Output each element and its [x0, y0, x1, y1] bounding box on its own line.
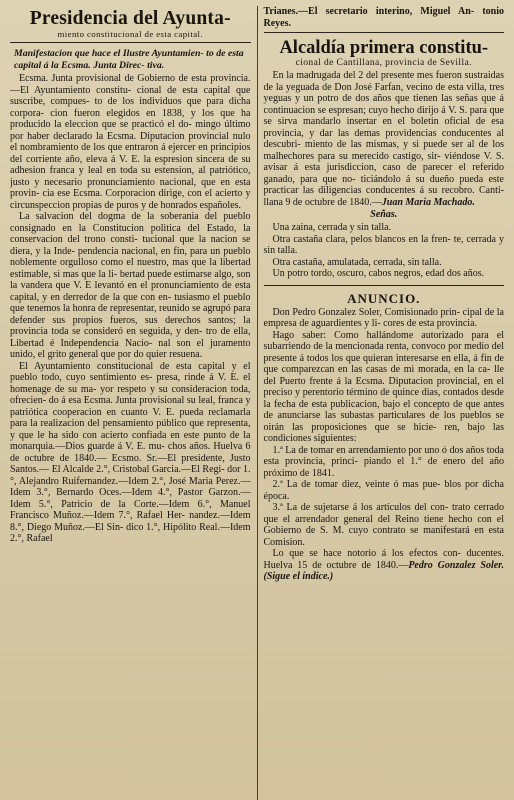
anuncio-condition: 1.ª La de tomar en arrendamiento por uno ó dos años toda esta provincia, princi- piando el 1.° de enero del año próximo de 1841.	[263, 444, 504, 479]
anuncio-condition: 2.ª La de tomar diez, veinte ó mas pue- blos por dicha época.	[263, 479, 504, 502]
divider	[10, 42, 251, 43]
manifesto-paragraph-2: La salvacion del dogma de la soberania del pueblo consignado en la Constitucion politica del Estado, la conservacion del trono consti- tucional que la nacion se diera, y la Inde- pendencia nacional, en fin, para un pueblo noblemente orgulloso como el nuestro, mas que la libertad estimable, si mas que la li- bertad puede estimarse algo, son la vandera que V. E levantó en el pronunciamiento de esta capital, y en derredor de la que con en- tusiasmo el pueblo que tenemos la honra de representar, reunido se agrupó para defender sus propios fueros, sus derechos santos; la provincia toda se consideró en seguida, y den- tro de ella, Libertad é Independencia Nacio- nal son el juramento unido, el grito general que por do quier resuena.	[10, 211, 251, 360]
closing-text: Lo que se hace notorio á los efectos con- ducentes. Huelva 15 de octubre de 1840.—	[263, 548, 504, 571]
anuncio-paragraph: Hago saber: Como hallándome autorizado para el subarriendo de la mencionada renta, convoco por medio del presente á todos los que quieran interesarse en ella, á fin de que comparezcan en las casas de mi morada, en la ca- lle del Puerto frente á la Ecsma. Diputacion provincial, en el preciso y perentorio término de quince dias, contados desde la fecha de esta publicacion, bajo el concepto de que antes de anunciarse las subastas particulares de los pueblos se oirán las proposiciones que se hicie- ren, bajo las condiciones siguientes:	[263, 329, 504, 444]
alcaldia-subtitle: cional de Cantillana, provincia de Sevilla.	[295, 58, 472, 68]
manifesto-paragraph-1: Ecsma. Junta provisional de Gobierno de esta provincia.—El Ayuntamiento constitu- cional de esta capital que suscribe, compues- to de los individuos que para dicha corpora- cion fueron elegidos en 1838, y los que ha producido la eleccion que se practicó el do- mingo último por haber declarado la Ecsma. Diputacion provincial nulo el nombramiento de los que entraron á ejercer en principios del corriente año, eleva á V. E. la espresion sincera de su adhesion franca y leal en toda su estension, al patriótico, justo y necesario pronunciamiento nacional, que en esta provin- cia ese Ecsma. Corporacion dirige, con el acierto y circunspeccion propias de puros y de honrados españoles.	[10, 73, 251, 211]
manifesto-paragraph-3: El Ayuntamiento constitucional de esta capital y el pueblo todo, cuyo sentimiento es- presa, rinde á V. E. el homenage de su ma- yor respeto y su consideracion toda, ofrecien- do á esa Ecsma. Junta provisional su leal, franca y patriótica cooperacion en cuanto V. E. pueda reclamarla para la realizacion del pensamiento público que representa, y que le ha sido con acierto confiada en este punto de la monarquia.—Dios guarde á V. E. mu- chos años. Huelva 6 de octubre de 1840.— Ecsmo. Sr.—El presidente, Justo Santos.— El Alcalde 2.°, Cristobal Garcia.—El Regi- dor 1.°, Alejandro Ruifernandez.—Idem 2.°, José Maria Perez.—Idem 3.°, Bernardo Oces.—Idem 4.°, Pastor Garzon.—Idem 5.°, Patricio de la Corte.—Idem 6.°, Manuel Francisco Muñoz.—Idem 7.°, Rafael Her- nandez.—Idem 8.°, Diego Muñoz.—El Sin- dico 1.°, Hipólito Real.—Idem 2.°, Rafael	[10, 360, 251, 544]
senas-item: Otra castaña clara, pelos blancos en la fren- te, cerrada y sin talla.	[263, 233, 504, 256]
anuncio-title: ANUNCIO.	[347, 290, 421, 306]
senas-item: Otra castaña, amulatada, cerrada, sin talla.	[272, 256, 442, 268]
anuncio-intro: Don Pedro Gonzalez Soler, Comisionado prin- cipal de la empresa de aguardientes y li- cores de esta provincia.	[263, 306, 504, 329]
presidencia-title: Presidencia del Ayunta-	[29, 8, 231, 29]
left-column	[10, 6, 257, 800]
presidencia-subtitle: miento constitucional de esta capital.	[57, 29, 203, 39]
manifesto-heading: Manifestacion que hace el Ilustre Ayuntamien- to de esta capital á la Ecsma. Junta Direc- tiva.	[14, 48, 244, 71]
anuncio-closing	[264, 548, 505, 583]
anuncio-condition: 3.ª La de sujetarse á los artículos del con- trato cerrado que el arrendador general del Reino tiene hecho con el Gobierno de S. M. cuyo contrato se manifestará en esta Comision.	[263, 502, 504, 548]
alcaldia-signature: Juan Maria Machado.	[381, 196, 475, 208]
alcaldia-paragraph	[264, 70, 505, 208]
right-column	[257, 6, 505, 800]
closing-signature: Pedro Gonzalez Soler. (Sigue el índice.)	[263, 559, 504, 582]
divider	[264, 285, 505, 286]
continuation-text: Trianes.—El secretario interino, Miguel An- tonio Reyes.	[263, 6, 504, 29]
alcaldia-body-text: En la madrugada del 2 del presente mes fueron sustraidas de la yeguada de Don José Farfan, vecino de esta villa, tres yeguas y un potro de dos años que tienen las señas que á continuacion se espresan; cuyo hecho dirijo á V. S. para que se sirva mandarlo insertar en el boletin oficial de esa provincia, y dar las demas providencias conducentes al descubri- miento de las mismas, y si puede ser al de los malhechores para su merecido castigo, sir- viéndose V. S. avisar á esta jurisdiccion, caso de parecer el referido ganado, para que no- ticiándolo á su dueño pueda este practicar las diligencias conducentes á su recobro. Canti- llana 9 de octubre de 1840.—	[263, 70, 504, 208]
senas-item: Un potro tordo, oscuro, cabos negros, edad dos años.	[272, 268, 485, 279]
alcaldia-title: Alcaldía primera constitu-	[279, 38, 489, 58]
senas-item: Una zaina, cerrada y sin talla.	[272, 222, 392, 233]
senas-label: Señas.	[370, 209, 398, 220]
divider	[264, 32, 505, 33]
